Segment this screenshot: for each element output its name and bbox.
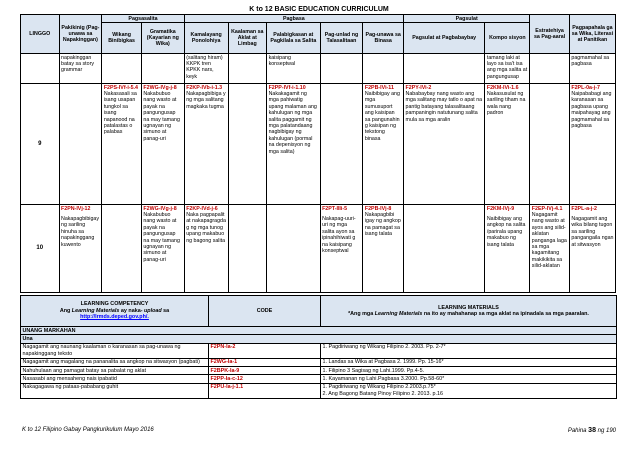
cell-text: Nakabubuo nang wasto at payak na pangungusap na may tamang ugnayan ng simuno at panag-uri (143, 211, 180, 263)
cell-text: Naipababagi ang karanasan sa pagbasa upang maipahayag ang pagmamahal sa pagbasa (571, 90, 612, 129)
week-number: 9 (21, 84, 60, 205)
table-row (21, 383, 617, 398)
competency-text: Nasasabi ang mensaheng nais ipabatid (21, 375, 209, 383)
competency-code: F2PT-IIIi-5 (322, 205, 348, 212)
header-komposisyon: Kompo sisyon (485, 23, 530, 54)
material-text: 1. Pagdiriwang ng Wikang Filipino 2.2003.p.75* 2. Ang Bagong Batang Pinoy Filipino 2. 2013. p.16 (321, 383, 617, 398)
cell-text: Naka pagpapalit at nakapagragda g ng mga tunog upang makabuo ng bagong salita (186, 211, 226, 244)
cell-text: kaisipang konseptwal (267, 54, 321, 84)
material-text: 1. Kayamanan ng Lahi.Pagbasa 3.2000. Pp.58-60* (321, 375, 617, 383)
competency-code: F2PB-IVi-11 (364, 84, 394, 91)
competency-code: F2PS-IVf-i-5.4 (103, 84, 138, 91)
competency-code: F2PN-Ia-2 (209, 343, 321, 358)
competency-text: Nakagagawa ng pataas-pababang guhit (21, 383, 209, 398)
competency-code: F2PY-IVi-2 (405, 84, 432, 91)
cell-text: pagmamahal sa pagbasa (569, 54, 615, 84)
cell-text: Nagagamit nang wasto at ayos ang silid-aklatan panganga laga sa mga kagamitang makikikita sa silid-aklatan (531, 211, 567, 270)
competency-code: F2KM-IVi-1.6 (486, 84, 519, 91)
competency-code: F2KM-IVj-9 (486, 205, 515, 212)
header-gramatika: Gramatika (Kayarian ng Wika) (141, 23, 184, 54)
cell-text: napakinggan batay sa story grammar (59, 54, 102, 84)
cell-text: Nagagamit ang wika bilang tugon sa sariling pangangaila ngan at sitwasyon (571, 215, 614, 248)
header-pagbasa: Pagbasa (184, 15, 403, 23)
header-pagsulat-pagbaybay: Pagsulat at Pagbabaybay (404, 23, 485, 54)
table-row (21, 84, 616, 205)
cell-text: tamang laki at layo sa isa't isa ang mga salita at pangungusap (485, 54, 530, 84)
header-code: CODE (209, 296, 321, 327)
section-label: UNANG MARKAHAN (21, 327, 617, 335)
cell-text: Nakasasali sa isang usapan tungkol sa isang napanood na patalastas o palabas (103, 90, 137, 136)
competency-code: F2KP-IVd-j-6 (186, 205, 218, 212)
section-row (21, 327, 617, 335)
competency-code: F2WG-IVg-j-8 (143, 84, 177, 91)
section-label: Una (21, 335, 617, 343)
material-text: 1. Landas sa Wika at Pagbasa 2. 1999. Pp. 15-16* (321, 358, 617, 366)
material-text: 1. Filipino 3 Sagisag ng Lahi.1999. Pp.4-5. (321, 367, 617, 375)
cell-text: Nakapagbibiga y ng mga salitang magkaka tugma (186, 90, 226, 110)
header-estratehiya: Estratehiya sa Pag-aaral (530, 15, 570, 54)
competency-code: F2PN-IVj-12 (61, 205, 91, 212)
cell-text: Naibibigay ang angkop na salita /parirala upang makabuo ng isang talata (486, 215, 526, 248)
footer-page-number: Pahina 38 ng 190 (567, 427, 616, 434)
header-wikang: Wikang Binibigkas (102, 23, 142, 54)
competency-code: F2PP-IVf-i-1.10 (268, 84, 306, 91)
footer-document-title: K to 12 Filipino Gabay Pangkurikulum Mayo 2016 (22, 427, 154, 433)
competency-code: F2WG-Ia-1 (209, 358, 321, 366)
cell-text: Nakakagamit ng mga pahiwatig upang malaman ang kahulugan ng mga salita paggamit ng mga palatandaang nagbibigay ng kahulugan (pormal na depenisyon ng mga salita) (268, 90, 317, 155)
header-kaalaman: Kaalaman sa Aklat at Limbag (228, 23, 267, 54)
header-linggo: LINGGO (21, 15, 60, 54)
competency-code: F2PL-a-j-2 (571, 205, 597, 212)
page-title: K to 12 BASIC EDUCATION CURRICULUM (249, 6, 389, 13)
competency-text: Nahuhulaan ang pamagat batay sa pabalat ng aklat (21, 367, 209, 375)
competency-text: Nagagamit ang magalang na pananalita sa angkop na sitwasyon (pagbati) (21, 358, 209, 366)
header-palabigkasan: Palabigkasan at Pagkilala sa Salita (267, 23, 321, 54)
lrmds-link[interactable]: http://lrmds.deped.gov.ph/. (80, 314, 149, 321)
cell-text: Nakasusulat ng sariling tiham na wala nang padron (486, 90, 526, 117)
cell-text: Nakabubuo nang wasto at payak na pangungusap na may tamang ugnayan ng simuno at panag-uri (143, 90, 180, 142)
competency-code: F2WG-IVg-j-8 (143, 205, 177, 212)
competency-code: F2PL-0a-j-7 (571, 84, 600, 91)
cell-text: Nakapag-uuri-uri ng mga salita ayon sa ipinahihiwati g na kaisipang konseptwal (322, 215, 356, 254)
competency-code: F2PB-IVj-8 (364, 205, 392, 212)
cell-text: Nakapagbibigay ng sariling hinuha sa napakinggang kuwento (61, 215, 100, 248)
cell-text: Nakapagbibi igay ng angkop na pamagat sa isang talata (364, 211, 401, 238)
cell-text: (salitang hiram) KKPK tren KPKK nars, keyk (184, 54, 228, 84)
competency-text: Nagagamit ang naunang kaalaman o karanasan sa pag-unawa ng napakinggang teksto (21, 343, 209, 358)
page-number: 38 (588, 427, 596, 434)
table-row (21, 375, 617, 383)
competency-code: F2BPK-Ia-9 (209, 367, 321, 375)
competency-code: F2PP-Ia-c-12 (209, 375, 321, 383)
header-pagsulat: Pagsulat (404, 15, 530, 23)
curriculum-table (20, 14, 616, 293)
table-row (21, 205, 616, 293)
section-row (21, 335, 617, 343)
table-row (21, 54, 616, 84)
learning-materials-table (20, 295, 617, 399)
header-pagunawa: Pag-unawa sa Binasa (363, 23, 404, 54)
material-text: 1. Pagdiriwang ng Wikang Filipino 2. 2003. Pp. 2-7* (321, 343, 617, 358)
header-learning-competency: LEARNING COMPETENCY Ang Learning Materials ay naka- upload sa http://lrmds.deped.gov.ph/. (21, 296, 209, 327)
table-row (21, 343, 617, 358)
header-learning-materials: LEARNING MATERIALS *Ang mga Learning Materials na ito ay mahahanap sa mga aklat na ipinadala sa mga paaralan. (321, 296, 617, 327)
header-pagunlad: Pag-unlad ng Talasalitaan (320, 23, 363, 54)
competency-code: F2EP-IVj-4.1 (531, 205, 563, 212)
header-pagpapahala: Pagpapahala ga sa Wika, Literasi at Panitikan (569, 15, 615, 54)
table-row (21, 367, 617, 375)
competency-code: F2KP-IVb-i-1.3 (186, 84, 223, 91)
header-kamalayang: Kamalayang Ponolohiya (184, 23, 228, 54)
cell-text: Nababaybay nang wasto ang mga salitang may tatlo o apat na pantig batayang talasalitaang pampaningin natutunang salita mula sa mga aralin (405, 90, 483, 123)
header-pagsasalita: Pagsasalita (102, 15, 184, 23)
header-pakikinig: Pakikinig (Pag-unawa sa Napakinggan) (59, 15, 102, 54)
week-number: 10 (21, 205, 60, 293)
competency-code: F2PU-Ia-j-1.1 (209, 383, 321, 398)
cell-text: Naibibigay ang mga sumusuport ang kaisipan sa pangunahin g kaisipan ng tekstong binasa (364, 90, 400, 142)
table-row (21, 358, 617, 366)
